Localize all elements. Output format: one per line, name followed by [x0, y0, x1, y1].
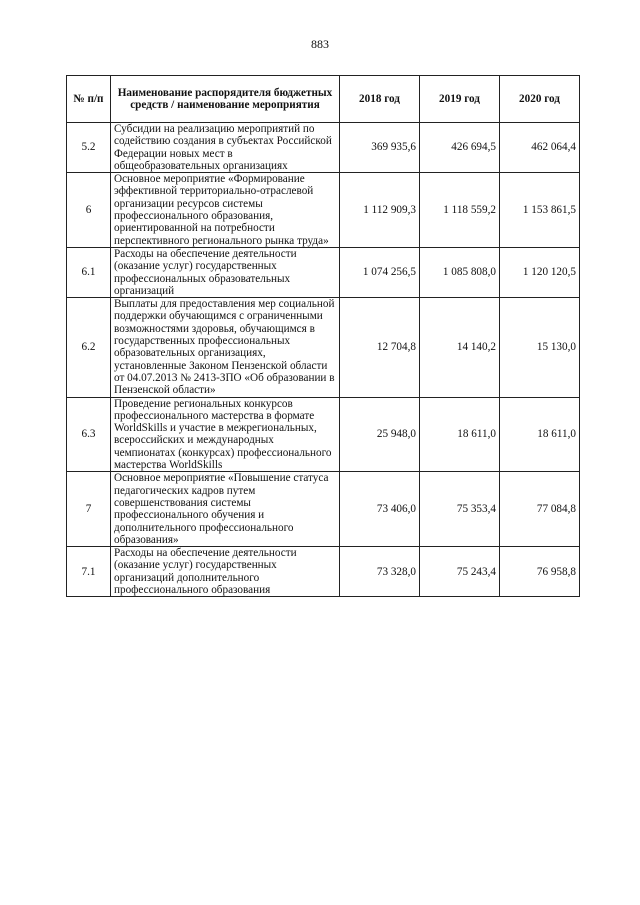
row-2020: 1 153 861,5 — [500, 173, 580, 248]
row-2019: 75 353,4 — [420, 472, 500, 547]
header-2019: 2019 год — [420, 76, 500, 123]
row-2020: 1 120 120,5 — [500, 247, 580, 297]
row-2019: 426 694,5 — [420, 123, 500, 173]
row-2019: 18 611,0 — [420, 397, 500, 472]
row-2019: 1 118 559,2 — [420, 173, 500, 248]
row-num: 6 — [67, 173, 111, 248]
row-name: Основное мероприятие «Формирование эффективной территориально-отраслевой организации ресурсов системы профессионального образования, ориентированной на потребности перспективного регионального рынка труда» — [111, 173, 340, 248]
row-2020: 77 084,8 — [500, 472, 580, 547]
row-2019: 75 243,4 — [420, 547, 500, 597]
row-2018: 1 074 256,5 — [340, 247, 420, 297]
row-2019: 1 085 808,0 — [420, 247, 500, 297]
row-2019: 14 140,2 — [420, 298, 500, 397]
table-row — [67, 298, 580, 397]
row-2018: 73 406,0 — [340, 472, 420, 547]
row-num: 6.2 — [67, 298, 111, 397]
table-row — [67, 173, 580, 248]
table-header-row — [67, 76, 580, 123]
table-row — [67, 247, 580, 297]
row-2018: 369 935,6 — [340, 123, 420, 173]
row-num: 5.2 — [67, 123, 111, 173]
row-num: 7 — [67, 472, 111, 547]
header-num: № п/п — [67, 76, 111, 123]
row-2018: 1 112 909,3 — [340, 173, 420, 248]
row-2020: 76 958,8 — [500, 547, 580, 597]
table-row — [67, 472, 580, 547]
row-2020: 462 064,4 — [500, 123, 580, 173]
row-num: 6.3 — [67, 397, 111, 472]
header-2018: 2018 год — [340, 76, 420, 123]
header-name: Наименование распорядителя бюджетных средств / наименование мероприятия — [111, 76, 340, 123]
table-row — [67, 397, 580, 472]
row-num: 6.1 — [67, 247, 111, 297]
table-row — [67, 547, 580, 597]
budget-table — [66, 75, 580, 597]
row-2020: 15 130,0 — [500, 298, 580, 397]
row-name: Проведение региональных конкурсов профессионального мастерства в формате WorldSkills и участие в межрегиональных, всероссийских и международных чемпионатах (конкурсах) профессионального мастерства WorldSkills — [111, 397, 340, 472]
row-name: Основное мероприятие «Повышение статуса педагогических кадров путем совершенствования системы профессионального обучения и дополнительного профессионального образования» — [111, 472, 340, 547]
table-row — [67, 123, 580, 173]
row-2020: 18 611,0 — [500, 397, 580, 472]
row-name: Расходы на обеспечение деятельности (оказание услуг) государственных организаций дополнительного профессионального образования — [111, 547, 340, 597]
header-2020: 2020 год — [500, 76, 580, 123]
row-num: 7.1 — [67, 547, 111, 597]
page-number: 883 — [311, 37, 329, 51]
row-2018: 12 704,8 — [340, 298, 420, 397]
row-name: Субсидии на реализацию мероприятий по содействию создания в субъектах Российской Федерации новых мест в общеобразовательных организациях — [111, 123, 340, 173]
row-name: Расходы на обеспечение деятельности (оказание услуг) государственных профессиональных образовательных организаций — [111, 247, 340, 297]
row-2018: 73 328,0 — [340, 547, 420, 597]
row-name: Выплаты для предоставления мер социальной поддержки обучающимся с ограниченными возможностями здоровья, обучающимся в государственных профессиональных образовательных организациях, установленные Законом Пензенской области от 04.07.2013 № 2413-ЗПО «Об образовании в Пензенской области» — [111, 298, 340, 397]
row-2018: 25 948,0 — [340, 397, 420, 472]
